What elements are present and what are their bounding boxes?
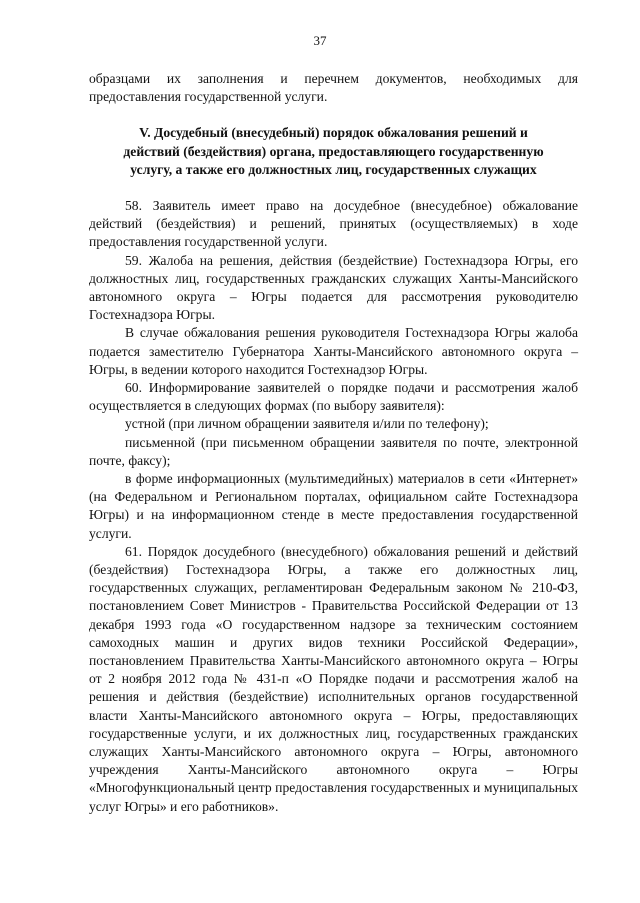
page-number: 37 bbox=[313, 33, 327, 48]
paragraph-60: 60. Информирование заявителей о порядке подачи и рассмотрения жалоб осуществляется в следующих формах (по выбору заявителя): bbox=[89, 379, 578, 414]
paragraph-60-written: письменной (при письменном обращении заявителя по почте, электронной почте, факсу); bbox=[89, 434, 578, 468]
document-body bbox=[89, 70, 578, 816]
paragraph-59-appeal: В случае обжалования решения руководителя Гостехнадзора Югры жалоба подается заместителю Губернатора Ханты-Мансийского автономного округа – Югры, в ведении которого находится Гостехнадзор Югры. bbox=[89, 325, 578, 377]
intro-paragraph: образцами их заполнения и перечнем документов, необходимых для предоставления государственной услуги. bbox=[89, 71, 578, 105]
section-heading-line-2: действий (бездействия) органа, предоставляющего государственную bbox=[123, 143, 544, 159]
section-heading bbox=[89, 124, 578, 180]
paragraph-58: 58. Заявитель имеет право на досудебное (внесудебное) обжалование действий (бездействия) и решений, принятых (осуществляемых) в ходе предоставления государственной услуги. bbox=[89, 197, 578, 250]
paragraph-60-multimedia: в форме информационных (мультимедийных) материалов в сети «Интернет» (на Федеральном и Региональном порталах, официальном сайте Гостехнадзора Югры) и на информационном стенде в месте предоставления государственной услуги. bbox=[89, 470, 578, 541]
section-heading-line-3: услугу, а также его должностных лиц, государственных служащих bbox=[130, 162, 537, 178]
section-heading-line-1: V. Досудебный (внесудебный) порядок обжалования решений и bbox=[139, 125, 528, 141]
paragraph-60-oral: устной (при личном обращении заявителя и/или по телефону); bbox=[125, 416, 489, 432]
paragraph-61: 61. Порядок досудебного (внесудебного) обжалования решений и действий (бездействия) Гостехнадзора Югры, а также его должностных лиц, государственных служащих, регламентирован Федеральным законом № 210-ФЗ, постановлением Совет Министров - Правительства Российской Федерации от 13 декабря 1993 года «О государственном надзоре за техническим состоянием самоходных машин и других видов техники Российской Федерации», постановлением Правительства Ханты-Мансийского автономного округа – Югры от 2 ноября 2012 года № 431-п «О Порядке подачи и рассмотрения жалоб на решения и действия (бездействие) исполнительных органов государственной власти Ханты-Мансийского автономного округа – Югры, предоставляющих государственные услуги, и их должностных лиц, государственных гражданских служащих Ханты-Мансийского автономного округа – Югры, автономного учреждения Ханты-Мансийского автономного округа – Югры «Многофункциональный центр предоставления государственных и муниципальных услуг Югры» и его работников». bbox=[89, 543, 578, 814]
paragraph-59: 59. Жалоба на решения, действия (бездействие) Гостехнадзора Югры, его должностных лиц, государственных гражданских служащих Ханты-Мансийского автономного округа – Югры подается для рассмотрения руководителю Гостехнадзора Югры. bbox=[89, 252, 578, 323]
